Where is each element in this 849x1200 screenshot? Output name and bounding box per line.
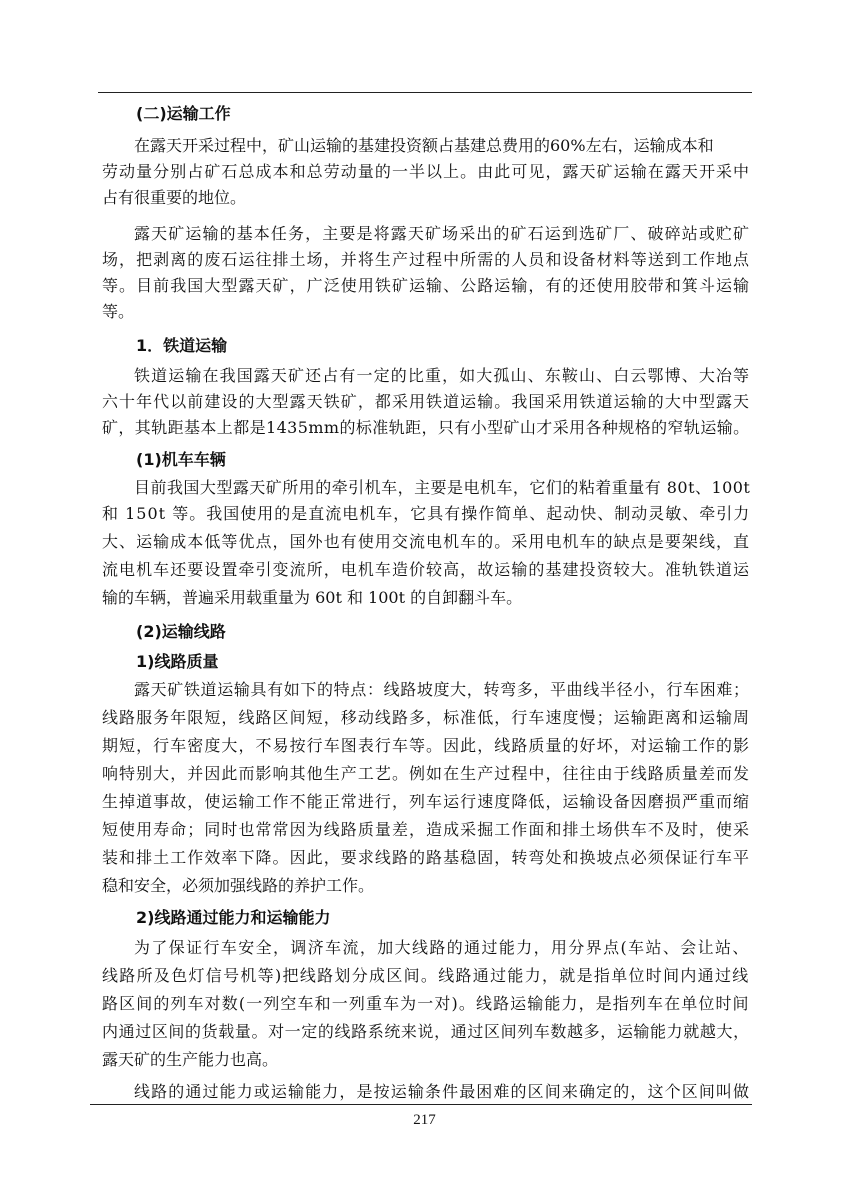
subsection-heading-route: (2)运输线路 (136, 622, 226, 641)
paragraph-line: 期短，行车密度大，不易按行车图表行车等。因此，线路质量的好坏，对运输工作的影 (102, 736, 751, 755)
section-heading-transport: (二)运输工作 (136, 104, 231, 123)
page-number: 217 (413, 1112, 436, 1128)
section-heading-railway: 1．铁道运输 (136, 336, 228, 355)
paragraph-line: 稳和安全，必须加强线路的养护工作。 (102, 876, 375, 895)
paragraph-line: 输的车辆，普遍采用载重量为 60t 和 100t 的自卸翻斗车。 (102, 588, 523, 607)
paragraph-line: 等。目前我国大型露天矿，广泛使用铁矿运输、公路运输，有的还使用胶带和箕斗运输 (102, 276, 751, 295)
paragraph-line: 占有很重要的地位。 (102, 188, 247, 207)
paragraph-line: 为了保证行车安全，调济车流，加大线路的通过能力，用分界点(车站、会让站、 (134, 938, 750, 957)
paragraph-line: 装和排土工作效率下降。因此，要求线路的路基稳固，转弯处和换坡点必须保证行车平 (102, 848, 751, 867)
paragraph-line: 内通过区间的货载量。对一定的线路系统来说，通过区间列车数越多，运输能力就越大， (102, 1022, 750, 1041)
paragraph-line: 生掉道事故，使运输工作不能正常进行，列车运行速度降低，运输设备因磨损严重而缩 (102, 792, 751, 811)
paragraph-line: 线路服务年限短，线路区间短，移动线路多，标准低，行车速度慢；运输距离和运输周 (102, 708, 751, 727)
paragraph-line: 和 150t 等。我国使用的是直流电机车，它具有操作简单、起动快、制动灵敏、牵引力 (102, 504, 751, 523)
paragraph-line: 露天矿运输的基本任务，主要是将露天矿场采出的矿石运到选矿厂、破碎站或贮矿 (134, 224, 751, 243)
paragraph-line: 线路所及色灯信号机等)把线路划分成区间。线路通过能力，就是指单位时间内通过线 (102, 966, 750, 985)
paragraph-line: 路区间的列车对数(一列空车和一列重车为一对)。线路运输能力，是指列车在单位时间 (102, 994, 750, 1013)
paragraph-line: 矿，其轨距基本上都是1435mm的标准轨距，只有小型矿山才采用各种规格的窄轨运输。 (102, 418, 750, 437)
paragraph-line: 等。 (102, 302, 135, 321)
paragraph-line: 大、运输成本低等优点，国外也有使用交流电机车的。采用电机车的缺点是要架线，直 (102, 532, 751, 551)
subsubsection-heading-quality: 1)线路质量 (136, 652, 219, 671)
paragraph-line: 目前我国大型露天矿所用的牵引机车，主要是电机车，它们的粘着重量有 80t、100t (134, 478, 751, 497)
paragraph-line: 在露天开采过程中，矿山运输的基建投资额占基建总费用的60%左右，运输成本和 (134, 136, 714, 155)
paragraph-line: 露天矿铁道运输具有如下的特点：线路坡度大，转弯多，平曲线半径小，行车困难； (134, 680, 750, 699)
paragraph-line: 线路的通过能力或运输能力，是按运输条件最困难的区间来确定的，这个区间叫做 (134, 1082, 751, 1101)
paragraph-line: 响特别大，并因此而影响其他生产工艺。例如在生产过程中，往往由于线路质量差而发 (102, 764, 751, 783)
paragraph-line: 场，把剥离的废石运往排土场，并将生产过程中所需的人员和设备材料等送到工作地点 (102, 250, 751, 269)
header-rule (98, 92, 752, 93)
footer-rule (90, 1104, 752, 1105)
paragraph-line: 露天矿的生产能力也高。 (102, 1050, 279, 1069)
subsubsection-heading-capacity: 2)线路通过能力和运输能力 (136, 908, 331, 927)
paragraph-line: 六十年代以前建设的大型露天铁矿，都采用铁道运输。我国采用铁道运输的大中型露天 (102, 392, 751, 411)
paragraph-line: 流电机车还要设置牵引变流所，电机车造价较高，故运输的基建投资较大。准轨铁道运 (102, 560, 751, 579)
paragraph-line: 劳动量分别占矿石总成本和总劳动量的一半以上。由此可见，露天矿运输在露天开采中 (102, 162, 751, 181)
paragraph-line: 短使用寿命；同时也常常因为线路质量差，造成采掘工作面和排土场供车不及时，使采 (102, 820, 751, 839)
paragraph-line: 铁道运输在我国露天矿还占有一定的比重，如大孤山、东鞍山、白云鄂博、大冶等 (134, 366, 751, 385)
subsection-heading-locomotive: (1)机车车辆 (136, 450, 226, 469)
